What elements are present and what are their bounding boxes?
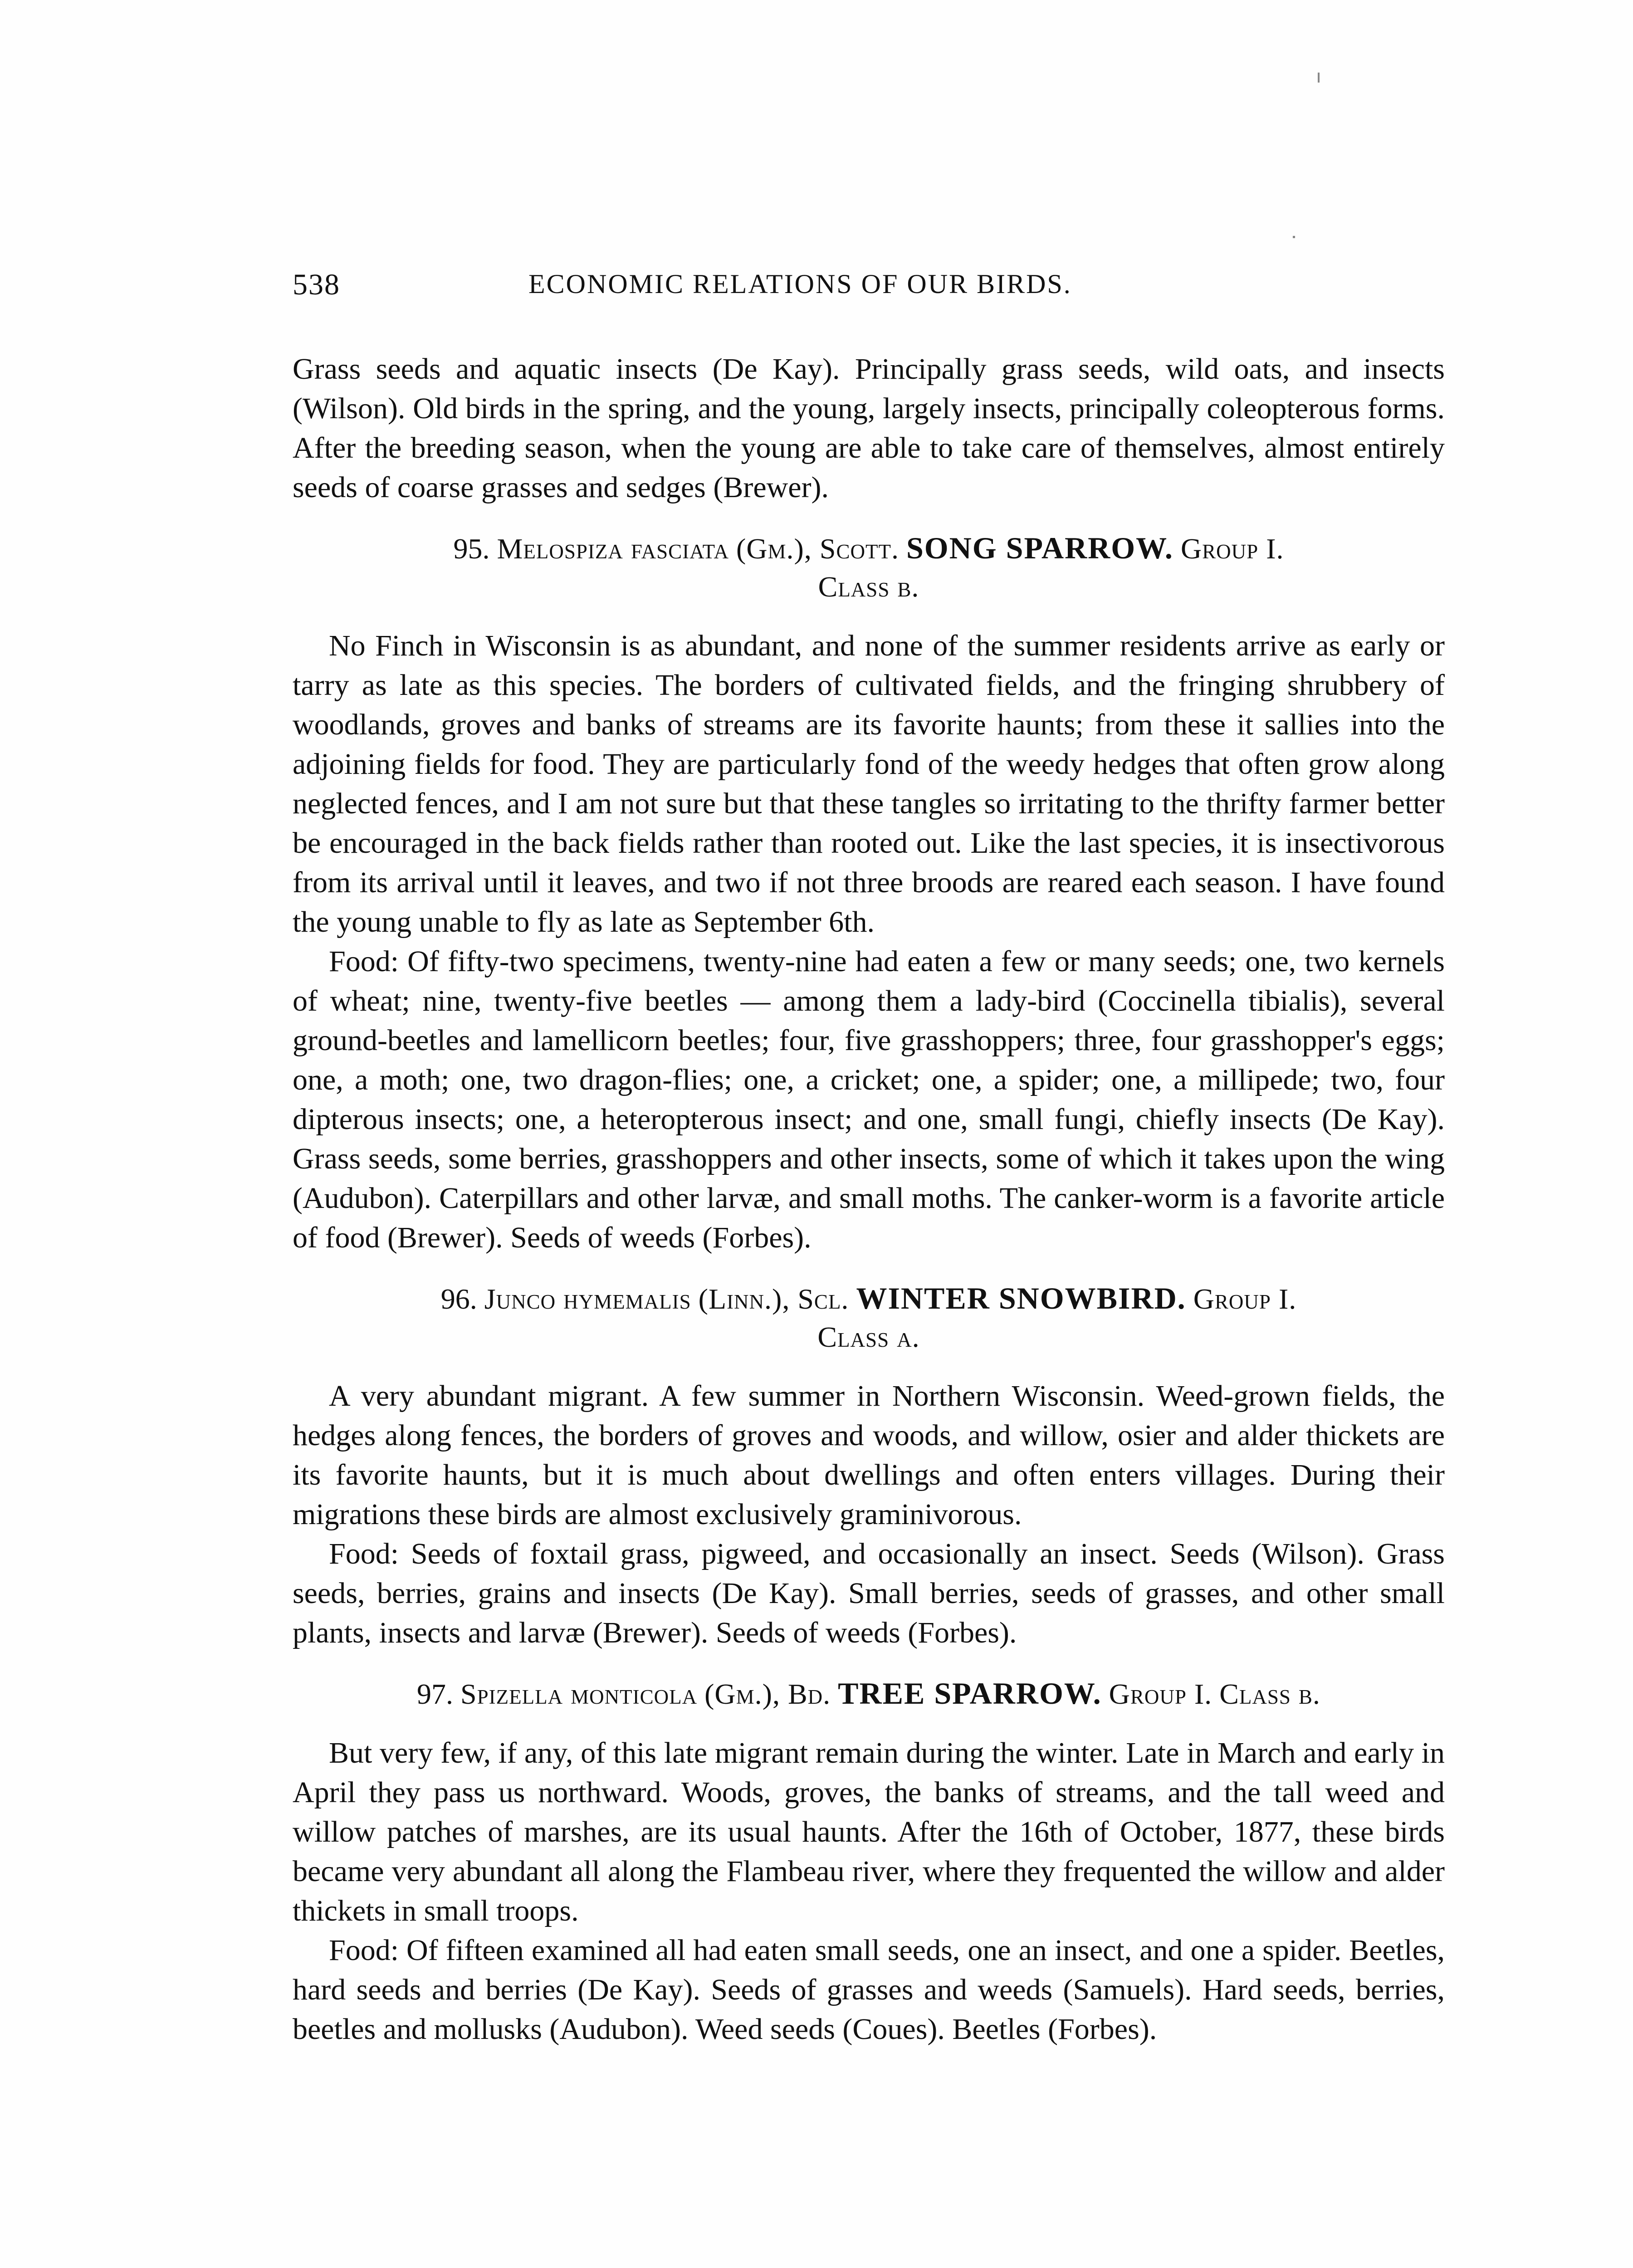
species-number: 96. — [440, 1283, 477, 1315]
species-food-paragraph: Food: Of fifteen examined all had eaten small seeds, one an insect, and one a spider. Beetles, hard seeds and berries (De Kay). Seeds of grasses and weeds (Samuels). Hard seeds, berries, beetles and mollusks (Audubon). Weed seeds (Coues). Beetles (Forbes). — [293, 1934, 1445, 2046]
species-authority: (Gm.), Scott. — [736, 533, 899, 565]
paper-speck — [1293, 236, 1295, 238]
species-scientific-name: Junco hymemalis — [484, 1283, 691, 1315]
species-paragraph: No Finch in Wisconsin is as abundant, and none of the summer residents arrive as early or tarry as late as this species. The borders of cultivated fields, and the fringing shrubbery of woodlands, groves and banks of streams are its favorite haunts; from these it sallies into the adjoining fields for food. They are particularly fond of the weedy hedges that often grow along neglected fences, and I am not sure but that these tangles so irritating to the thrifty farmer better be encouraged in the back fields rather than rooted out. Like the last species, it is insectivorous from its arrival until it leaves, and two if not three broods are reared each season. I have found the young unable to fly as late as September 6th. — [293, 629, 1445, 938]
species-common-name: WINTER SNOWBIRD. — [856, 1281, 1186, 1315]
page-header — [293, 268, 1449, 308]
species-number: 95. — [453, 533, 490, 565]
species-number: 97. — [417, 1678, 454, 1710]
species-scientific-name: Spizella monticola — [460, 1678, 698, 1710]
intro-paragraph: Grass seeds and aquatic insects (De Kay). Principally grass seeds, wild oats, and insects (Wilson). Old birds in the spring, and the young, largely insects, principally coleopterous forms. After the breeding season, when the young are able to take care of themselves, almost entirely seeds of coarse grasses and sedges (Brewer). — [293, 352, 1445, 504]
species-heading — [293, 1674, 1445, 1713]
species-class: Class a. — [817, 1321, 920, 1353]
species-food-paragraph: Food: Of fifty-two specimens, twenty-nine had eaten a few or many seeds; one, two kernels of wheat; nine, twenty-five beetles — among them a lady-bird (Coccinella tibialis), several ground-beetles and lamellicorn beetles; four, five grasshoppers; three, four grasshopper's eggs; one, a moth; one, two dragon-flies; one, a cricket; one, a spider; one, a millipede; two, four dipterous insects; one, a heteropterous insect; and one, small fungi, chiefly insects (De Kay). Grass seeds, some berries, grasshoppers and other insects, some of which it takes upon the wing (Audubon). Caterpillars and other larvæ, and small moths. The canker-worm is a favorite article of food (Brewer). Seeds of weeds (Forbes). — [293, 945, 1445, 1254]
page-number: 538 — [293, 268, 340, 301]
species-common-name: SONG SPARROW. — [906, 531, 1173, 565]
species-group: Group I. — [1180, 533, 1284, 565]
species-class: Class b. — [1219, 1678, 1320, 1710]
page-body — [293, 349, 1445, 2049]
species-authority: (Linn.), Scl. — [698, 1283, 849, 1315]
species-authority: (Gm.), Bd. — [704, 1678, 831, 1710]
species-heading — [293, 1279, 1445, 1356]
species-group: Group I. — [1109, 1678, 1213, 1710]
species-heading — [293, 529, 1445, 606]
species-food-paragraph: Food: Seeds of foxtail grass, pigweed, and occasionally an insect. Seeds (Wilson). Grass seeds, berries, grains and insects (De Kay). Small berries, seeds of grasses, and other small plants, insects and larvæ (Brewer). Seeds of weeds (Forbes). — [293, 1537, 1445, 1649]
running-head: ECONOMIC RELATIONS OF OUR BIRDS. — [528, 269, 1072, 299]
species-scientific-name: Melospiza fasciata — [497, 533, 729, 565]
species-paragraph: A very abundant migrant. A few summer in Northern Wisconsin. Weed-grown fields, the hedges along fences, the borders of groves and woods, and willow, osier and alder thickets are its favorite haunts, but it is much about dwellings and often enters villages. During their migrations these birds are almost exclusively graminivorous. — [293, 1379, 1445, 1531]
species-paragraph: But very few, if any, of this late migrant remain during the winter. Late in March and early in April they pass us northward. Woods, groves, the banks of streams, and the tall weed and willow patches of marshes, are its usual haunts. After the 16th of October, 1877, these birds became very abundant all along the Flambeau river, where they frequented the willow and alder thickets in small troops. — [293, 1736, 1445, 1927]
species-group: Group I. — [1193, 1283, 1297, 1315]
paper-speck — [1318, 73, 1320, 83]
species-common-name: TREE SPARROW. — [838, 1676, 1102, 1711]
species-class: Class b. — [818, 571, 919, 603]
